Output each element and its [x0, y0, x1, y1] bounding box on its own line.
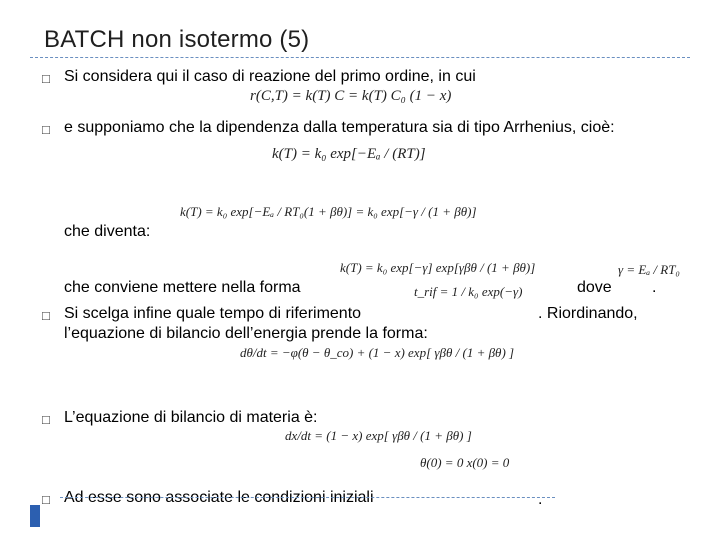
equation-gamma: γ = Eₐ / RT₀ — [618, 262, 680, 277]
slide-title: BATCH non isotermo (5) — [44, 26, 310, 53]
equation-energy: dθ/dt = −φ(θ − θ_co) + (1 − x) exp[ γβθ / (1 + βθ) ] — [240, 345, 515, 360]
bullet-text-3b: . Riordinando, — [538, 305, 638, 322]
equation-initial: θ(0) = 0 x(0) = 0 — [420, 455, 510, 470]
equation-arrhenius: k(T) = k₀ exp[−Eₐ / (RT)] — [272, 146, 426, 162]
bottom-divider — [60, 497, 555, 498]
slide-corner-accent — [30, 505, 40, 527]
equation-tref: t_rif = 1 / k₀ exp(−γ) — [414, 284, 523, 299]
title-divider — [30, 57, 690, 58]
bullet-text-3a: Si scelga infine quale tempo di riferimento — [64, 305, 362, 322]
bullet-marker: □ — [42, 308, 50, 323]
bullet-marker: □ — [42, 412, 50, 427]
che-diventa-text: che diventa: — [64, 223, 151, 240]
bullet-marker: □ — [42, 492, 50, 507]
dot-after-conditions: . — [538, 491, 543, 508]
bullet-marker: □ — [42, 122, 50, 137]
dot-after-gamma: . — [652, 279, 657, 296]
bullet-text-5: Ad esse sono associate le condizioni iniziali — [64, 489, 374, 506]
bullet-text-3c: l’equazione di bilancio dell’energia prende la forma: — [64, 325, 428, 342]
che-conviene-text: che conviene mettere nella forma — [64, 279, 301, 296]
bullet-marker: □ — [42, 71, 50, 86]
bullet-text-2: e supponiamo che la dipendenza dalla temperatura sia di tipo Arrhenius, cioè: — [64, 119, 615, 136]
equation-material: dx/dt = (1 − x) exp[ γβθ / (1 + βθ) ] — [285, 428, 472, 443]
equation-arrhenius-theta: k(T) = k₀ exp[−Eₐ / RT₀(1 + βθ)] = k₀ exp[−γ / (1 + βθ)] — [180, 204, 477, 219]
dove-text: dove — [577, 279, 612, 296]
equation-form: k(T) = k₀ exp[−γ] exp[γβθ / (1 + βθ)] — [340, 260, 536, 275]
equation-rate: r(C,T) = k(T) C = k(T) C₀ (1 − x) — [250, 88, 452, 104]
bullet-text-4: L’equazione di bilancio di materia è: — [64, 409, 318, 426]
bullet-text-1: Si considera qui il caso di reazione del primo ordine, in cui — [64, 68, 476, 85]
